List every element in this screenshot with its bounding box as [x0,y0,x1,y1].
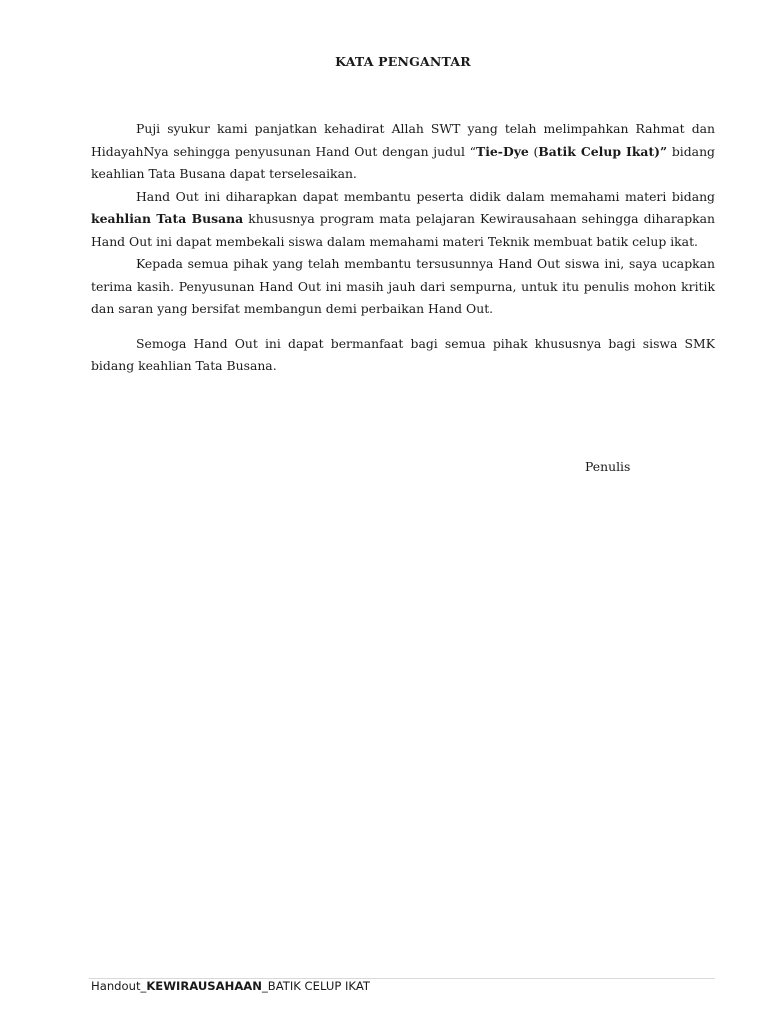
paragraph-purpose [91,186,715,254]
paragraph-intro-text-c: bidang keahlian Tata Busana dapat terselesaikan. [91,143,715,181]
footer-subject: KEWIRAUSAHAAN [146,979,262,993]
footer-prefix: Handout_ [91,979,147,993]
paragraph-purpose-bold: keahlian Tata Busana [91,211,244,226]
paragraph-intro [91,118,715,186]
signoff-author: Penulis [585,459,631,474]
paragraph-thanks: Kepada semua pihak yang telah membantu tersusunnya Hand Out siswa ini, saya ucapkan terima kasih. Penyusunan Hand Out ini masih jauh dari sempurna, untuk itu penulis mohon kritik dan saran yang bersifat membangun demi perbaikan Hand Out. [91,256,715,316]
page-title: KATA PENGANTAR [335,54,471,69]
paragraph-intro-text-a: Puji syukur kami panjatkan kehadirat Allah SWT yang telah melimpahkan Rahmat dan HidayahNya sehingga penyusunan Hand Out dengan judul “ [91,121,715,159]
paragraph-intro-bold-batik: Batik Celup Ikat)” [538,143,668,159]
footer-suffix: _BATIK CELUP IKAT [261,979,370,993]
document-body [91,118,715,378]
paragraph-hope: Semoga Hand Out ini dapat bermanfaat bagi semua pihak khususnya bagi siswa SMK bidang keahlian Tata Busana. [91,335,715,373]
paragraph-intro-text-b: ( [528,143,539,159]
paragraph-intro-bold-tie-dye: Tie-Dye [476,143,529,159]
paragraph-purpose-text-a: Hand Out ini diharapkan dapat membantu peserta didik dalam memahami materi bidang [136,188,715,204]
page-footer [91,978,370,994]
paragraph-purpose-text-b: khususnya program mata pelajaran Kewirausahaan sehingga diharapkan Hand Out ini dapat membekali siswa dalam memahami materi Teknik membuat batik celup ikat. [91,211,715,249]
